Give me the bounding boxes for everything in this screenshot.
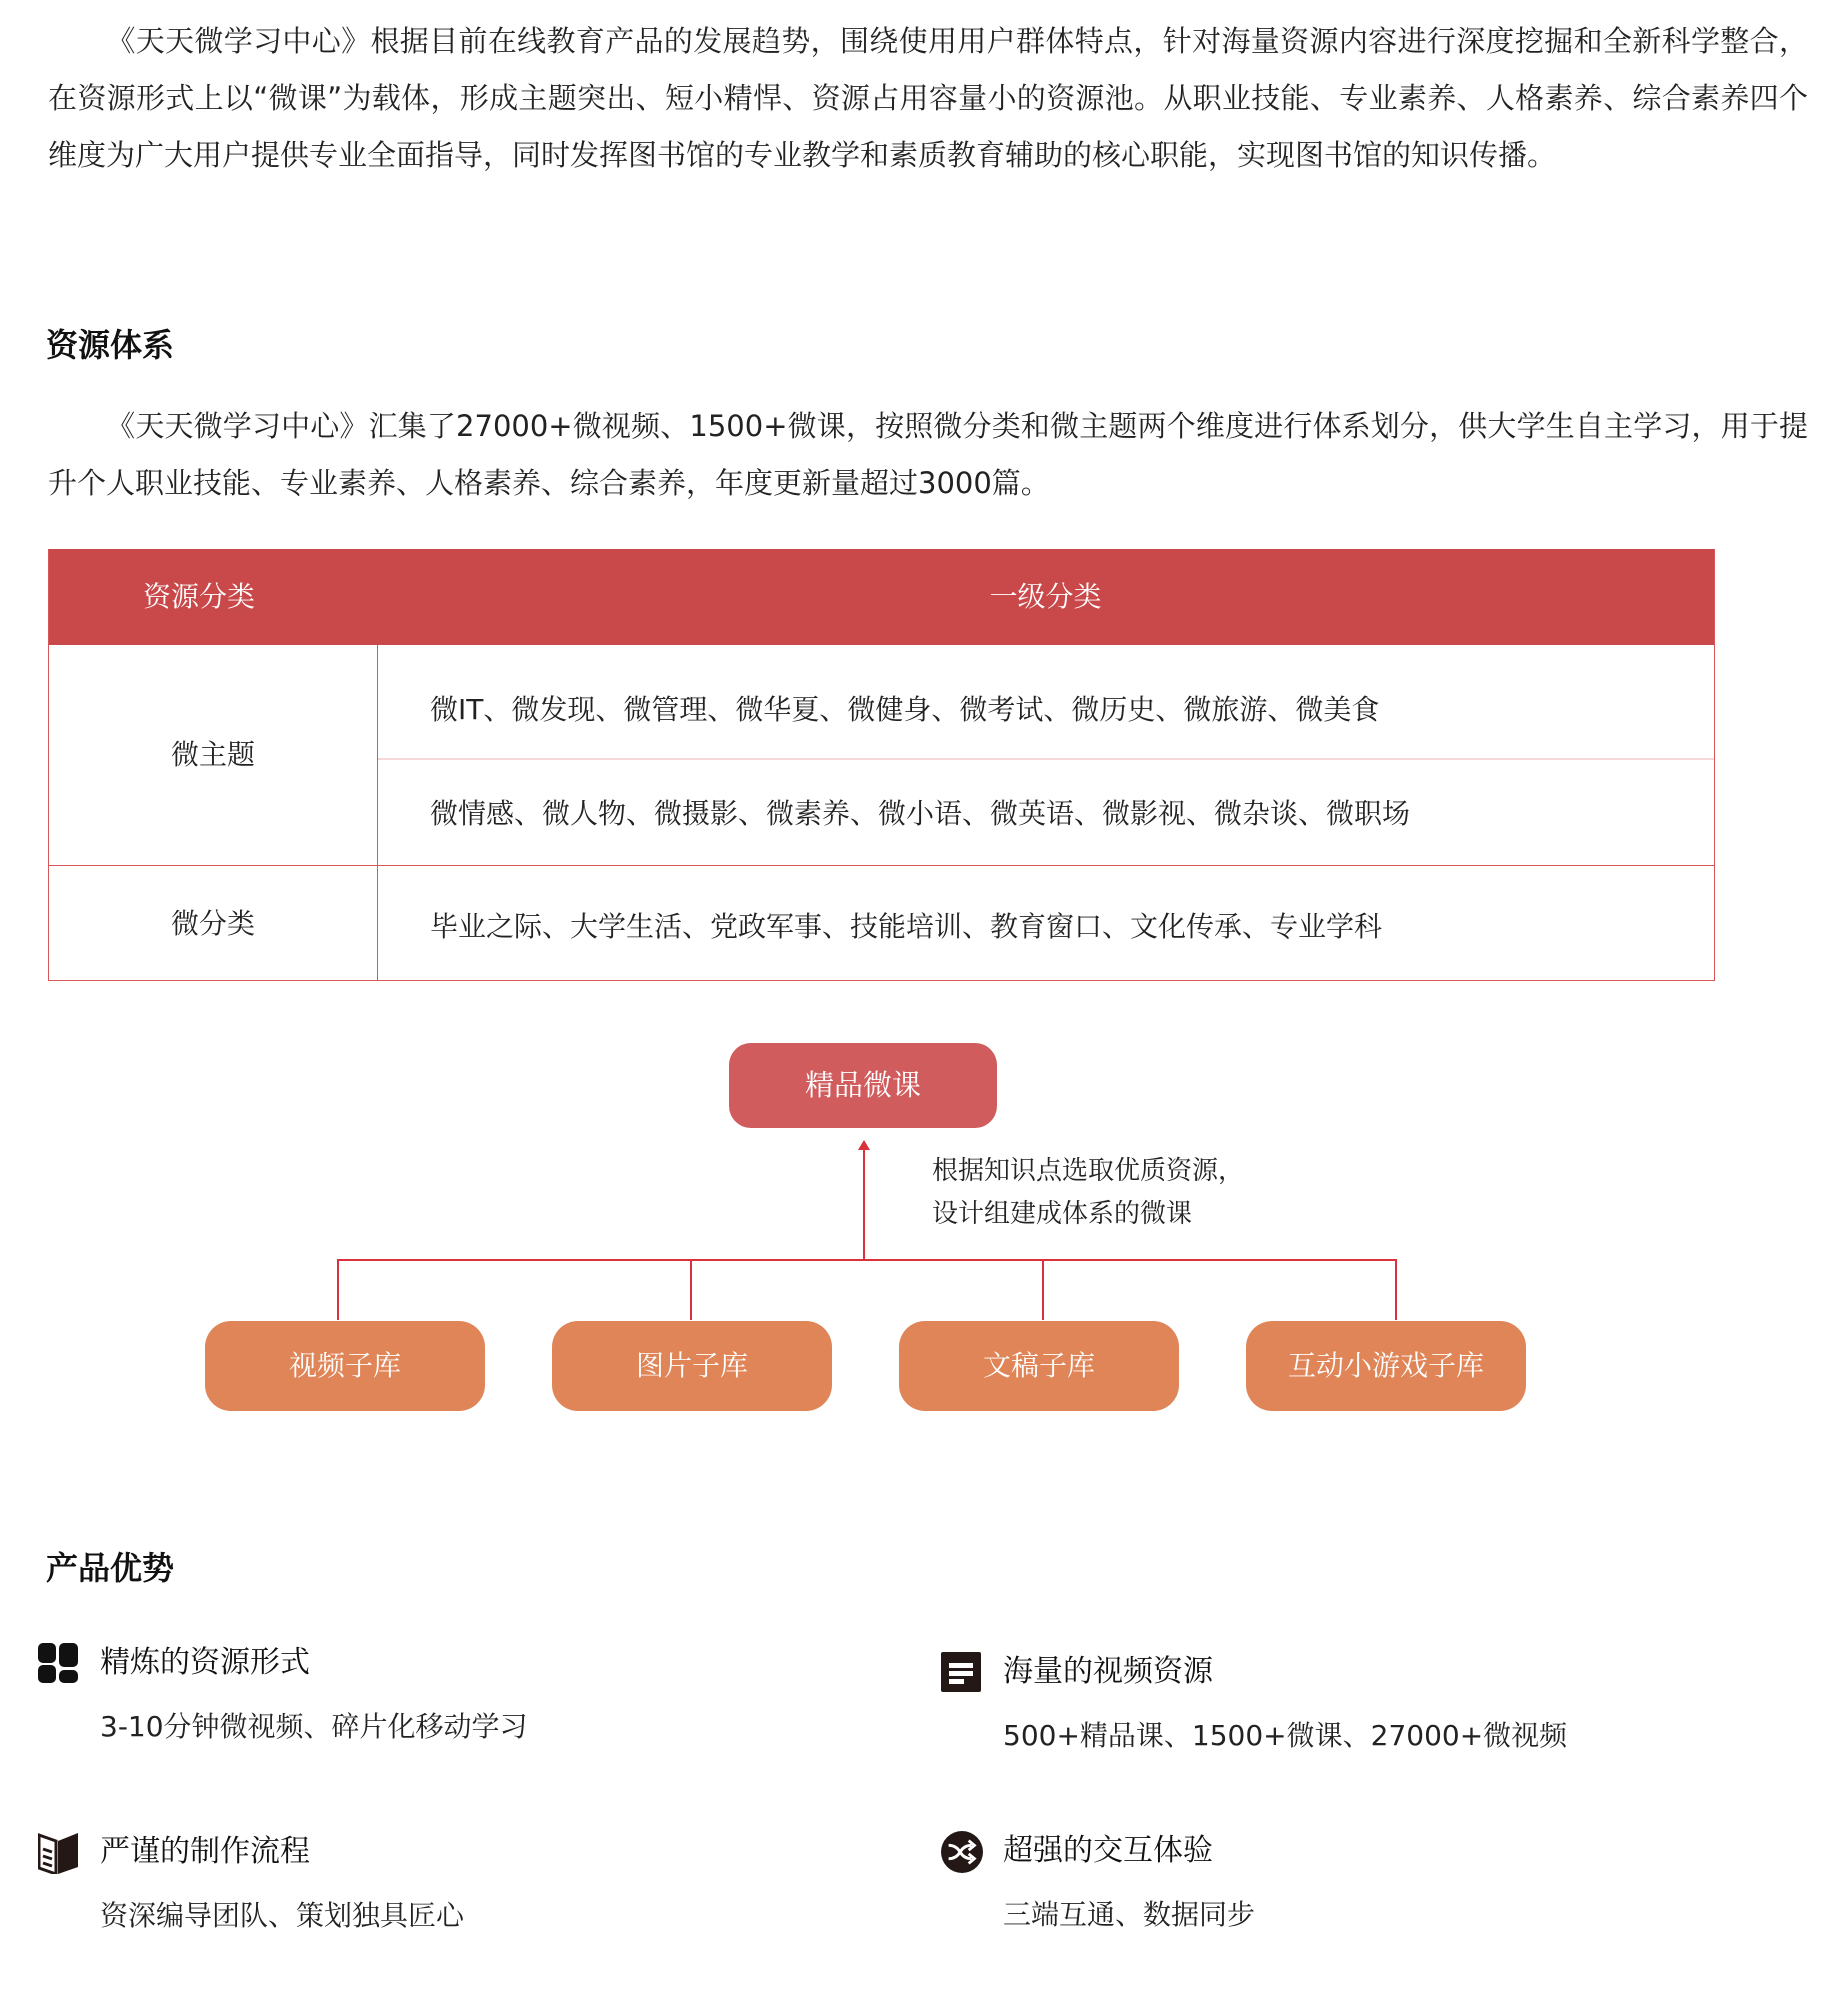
resource-system-text: 《天天微学习中心》汇集了27000+微视频、1500+微课，按照微分类和微主题两个维度进行体系划分，供大学生自主学习，用于提升个人职业技能、专业素养、人格素养、综合素养，年度更新量超过3000篇。 [48, 409, 1808, 500]
advantage-desc: 3-10分钟微视频、碎片化移动学习 [100, 1710, 528, 1743]
diagram-connector-drop-2 [690, 1259, 692, 1320]
resource-classification-table [48, 549, 1715, 981]
diagram-connector-drop-4 [1395, 1259, 1397, 1320]
table-header-row [49, 549, 1714, 645]
advantage-title: 超强的交互体验 [1003, 1833, 1213, 1868]
grid-icon [38, 1643, 80, 1685]
table-cell-micro-topic-line-2: 微情感、微人物、微摄影、微素养、微小语、微英语、微影视、微杂谈、微职场 [430, 797, 1411, 830]
diagram-node-minigame-library: 互动小游戏子库 [1246, 1321, 1526, 1411]
document-list-icon [941, 1652, 983, 1694]
diagram-node-image-library: 图片子库 [552, 1321, 832, 1411]
table-column-divider [377, 645, 378, 980]
diagram-node-video-library: 视频子库 [205, 1321, 485, 1411]
shuffle-icon [941, 1831, 983, 1873]
table-category-micro-classification: 微分类 [170, 907, 255, 940]
advantage-title: 海量的视频资源 [1003, 1654, 1213, 1689]
diagram-connector-drop-3 [1042, 1259, 1044, 1320]
diagram-connector-drop-1 [337, 1259, 339, 1320]
section-heading-resource-system: 资源体系 [46, 326, 175, 364]
table-header-resource-category: 资源分类 [142, 580, 255, 613]
advantage-desc: 三端互通、数据同步 [1003, 1898, 1256, 1931]
section-heading-advantages: 产品优势 [46, 1549, 175, 1587]
table-category-micro-topic: 微主题 [170, 738, 255, 771]
book-icon [38, 1832, 80, 1874]
diagram-connector-vertical-main [863, 1148, 865, 1259]
table-inner-divider [378, 758, 1714, 760]
diagram-annotation-line-2: 设计组建成体系的微课 [932, 1199, 1193, 1229]
advantage-title: 精炼的资源形式 [100, 1645, 310, 1680]
diagram-node-document-library: 文稿子库 [899, 1321, 1179, 1411]
resource-system-paragraph [48, 398, 1808, 512]
diagram-node-premium-microcourse: 精品微课 [729, 1043, 997, 1128]
table-header-first-level: 一级分类 [989, 580, 1102, 613]
advantage-desc: 资深编导团队、策划独具匠心 [100, 1899, 465, 1932]
diagram-annotation-line-1: 根据知识点选取优质资源， [932, 1156, 1245, 1186]
table-cell-micro-topic-line-1: 微IT、微发现、微管理、微华夏、微健身、微考试、微历史、微旅游、微美食 [430, 693, 1380, 726]
advantage-title: 严谨的制作流程 [100, 1834, 310, 1869]
intro-paragraph [48, 13, 1808, 184]
table-cell-micro-classification: 毕业之际、大学生活、党政军事、技能培训、教育窗口、文化传承、专业学科 [430, 910, 1383, 943]
intro-text: 《天天微学习中心》根据目前在线教育产品的发展趋势，围绕使用用户群体特点，针对海量资源内容进行深度挖掘和全新科学整合，在资源形式上以“微课”为载体，形成主题突出、短小精悍、资源占用容量小的资源池。从职业技能、专业素养、人格素养、综合素养四个维度为广大用户提供专业全面指导，同时发挥图书馆的专业教学和素质教育辅助的核心职能，实现图书馆的知识传播。 [48, 24, 1808, 172]
diagram-connector-horizontal [337, 1259, 1397, 1261]
diagram-annotation [932, 1150, 1244, 1236]
advantage-desc: 500+精品课、1500+微课、27000+微视频 [1003, 1719, 1568, 1752]
